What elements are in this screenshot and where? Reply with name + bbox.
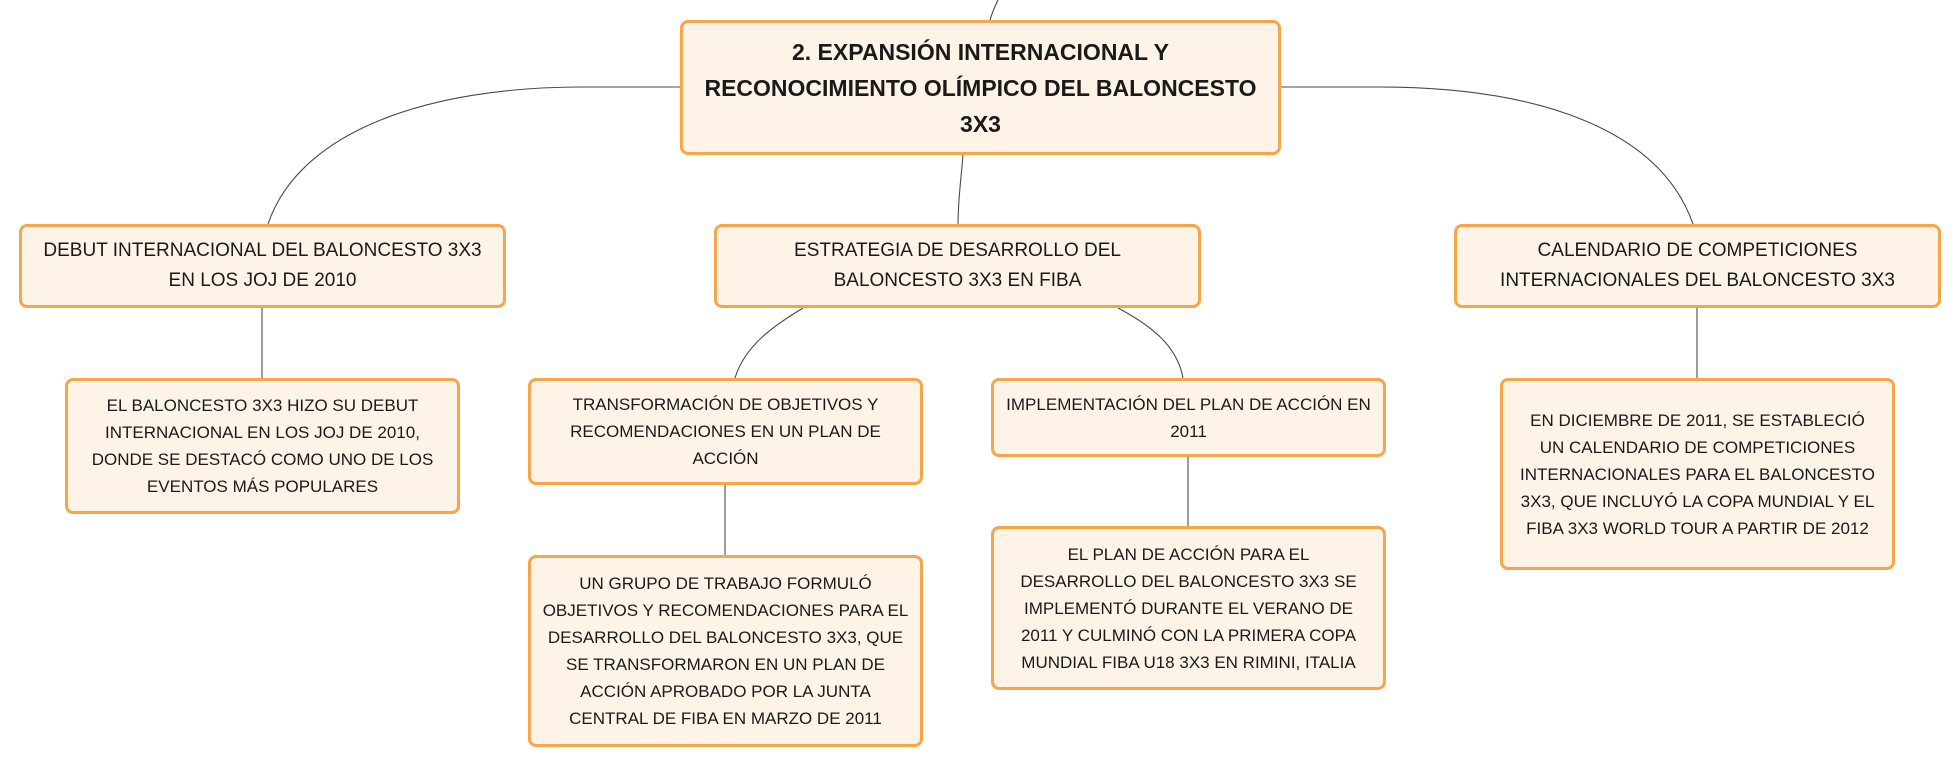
topic-debut-internacional[interactable] xyxy=(19,224,506,308)
connector-root-to-debut xyxy=(268,87,680,224)
detail-label: EL PLAN DE ACCIÓN PARA EL DESARROLLO DEL BALONCESTO 3X3 SE IMPLEMENTÓ DURANTE EL VERANO DE 2011 Y CULMINÓ CON LA PRIMERA COPA MUNDIAL FIBA U18 3X3 EN RIMINI, ITALIA xyxy=(1020,544,1357,672)
topic-calendario-competiciones[interactable] xyxy=(1454,224,1941,308)
connector-estrategia-to-implementacion xyxy=(1118,308,1183,378)
subtopic-transformacion-objetivos[interactable] xyxy=(528,378,923,485)
topic-label: DEBUT INTERNACIONAL DEL BALONCESTO 3X3 EN LOS JOJ DE 2010 xyxy=(43,240,482,291)
connector-root-to-calendario xyxy=(1281,87,1693,224)
subtopic-debut-descripcion[interactable] xyxy=(65,378,460,514)
subtopic-calendario-descripcion[interactable] xyxy=(1500,378,1895,570)
subtopic-label: EL BALONCESTO 3X3 HIZO SU DEBUT INTERNACIONAL EN LOS JOJ DE 2010, DONDE SE DESTACÓ COMO UNO DE LOS EVENTOS MÁS POPULARES xyxy=(91,396,434,496)
subtopic-label: IMPLEMENTACIÓN DEL PLAN DE ACCIÓN EN 2011 xyxy=(1006,394,1371,441)
detail-plan-accion-implementado[interactable] xyxy=(991,526,1386,690)
subtopic-label: EN DICIEMBRE DE 2011, SE ESTABLECIÓ UN CALENDARIO DE COMPETICIONES INTERNACIONALES PARA EL BALONCESTO 3X3, QUE INCLUYÓ LA COPA MUNDIAL Y EL FIBA 3X3 WORLD TOUR A PARTIR DE 2012 xyxy=(1520,410,1875,538)
connector-root-to-estrategia xyxy=(958,155,963,224)
detail-label: UN GRUPO DE TRABAJO FORMULÓ OBJETIVOS Y RECOMENDACIONES PARA EL DESARROLLO DEL BALONCESTO 3X3, QUE SE TRANSFORMARON EN UN PLAN DE ACCIÓN APROBADO POR LA JUNTA CENTRAL DE FIBA EN MARZO DE 2011 xyxy=(542,574,909,728)
subtopic-implementacion-plan[interactable] xyxy=(991,378,1386,457)
root-topic[interactable] xyxy=(680,20,1281,155)
topic-estrategia-desarrollo[interactable] xyxy=(714,224,1201,308)
subtopic-label: TRANSFORMACIÓN DE OBJETIVOS Y RECOMENDACIONES EN UN PLAN DE ACCIÓN xyxy=(570,395,881,468)
detail-grupo-trabajo[interactable] xyxy=(528,555,923,747)
topic-label: CALENDARIO DE COMPETICIONES INTERNACIONALES DEL BALONCESTO 3X3 xyxy=(1500,240,1895,291)
connector-estrategia-to-transformacion xyxy=(735,308,803,378)
topic-label: ESTRATEGIA DE DESARROLLO DEL BALONCESTO 3X3 EN FIBA xyxy=(794,240,1121,291)
root-topic-label: 2. EXPANSIÓN INTERNACIONAL Y RECONOCIMIENTO OLÍMPICO DEL BALONCESTO 3X3 xyxy=(704,38,1257,137)
connector-parent-to-root xyxy=(990,0,998,20)
